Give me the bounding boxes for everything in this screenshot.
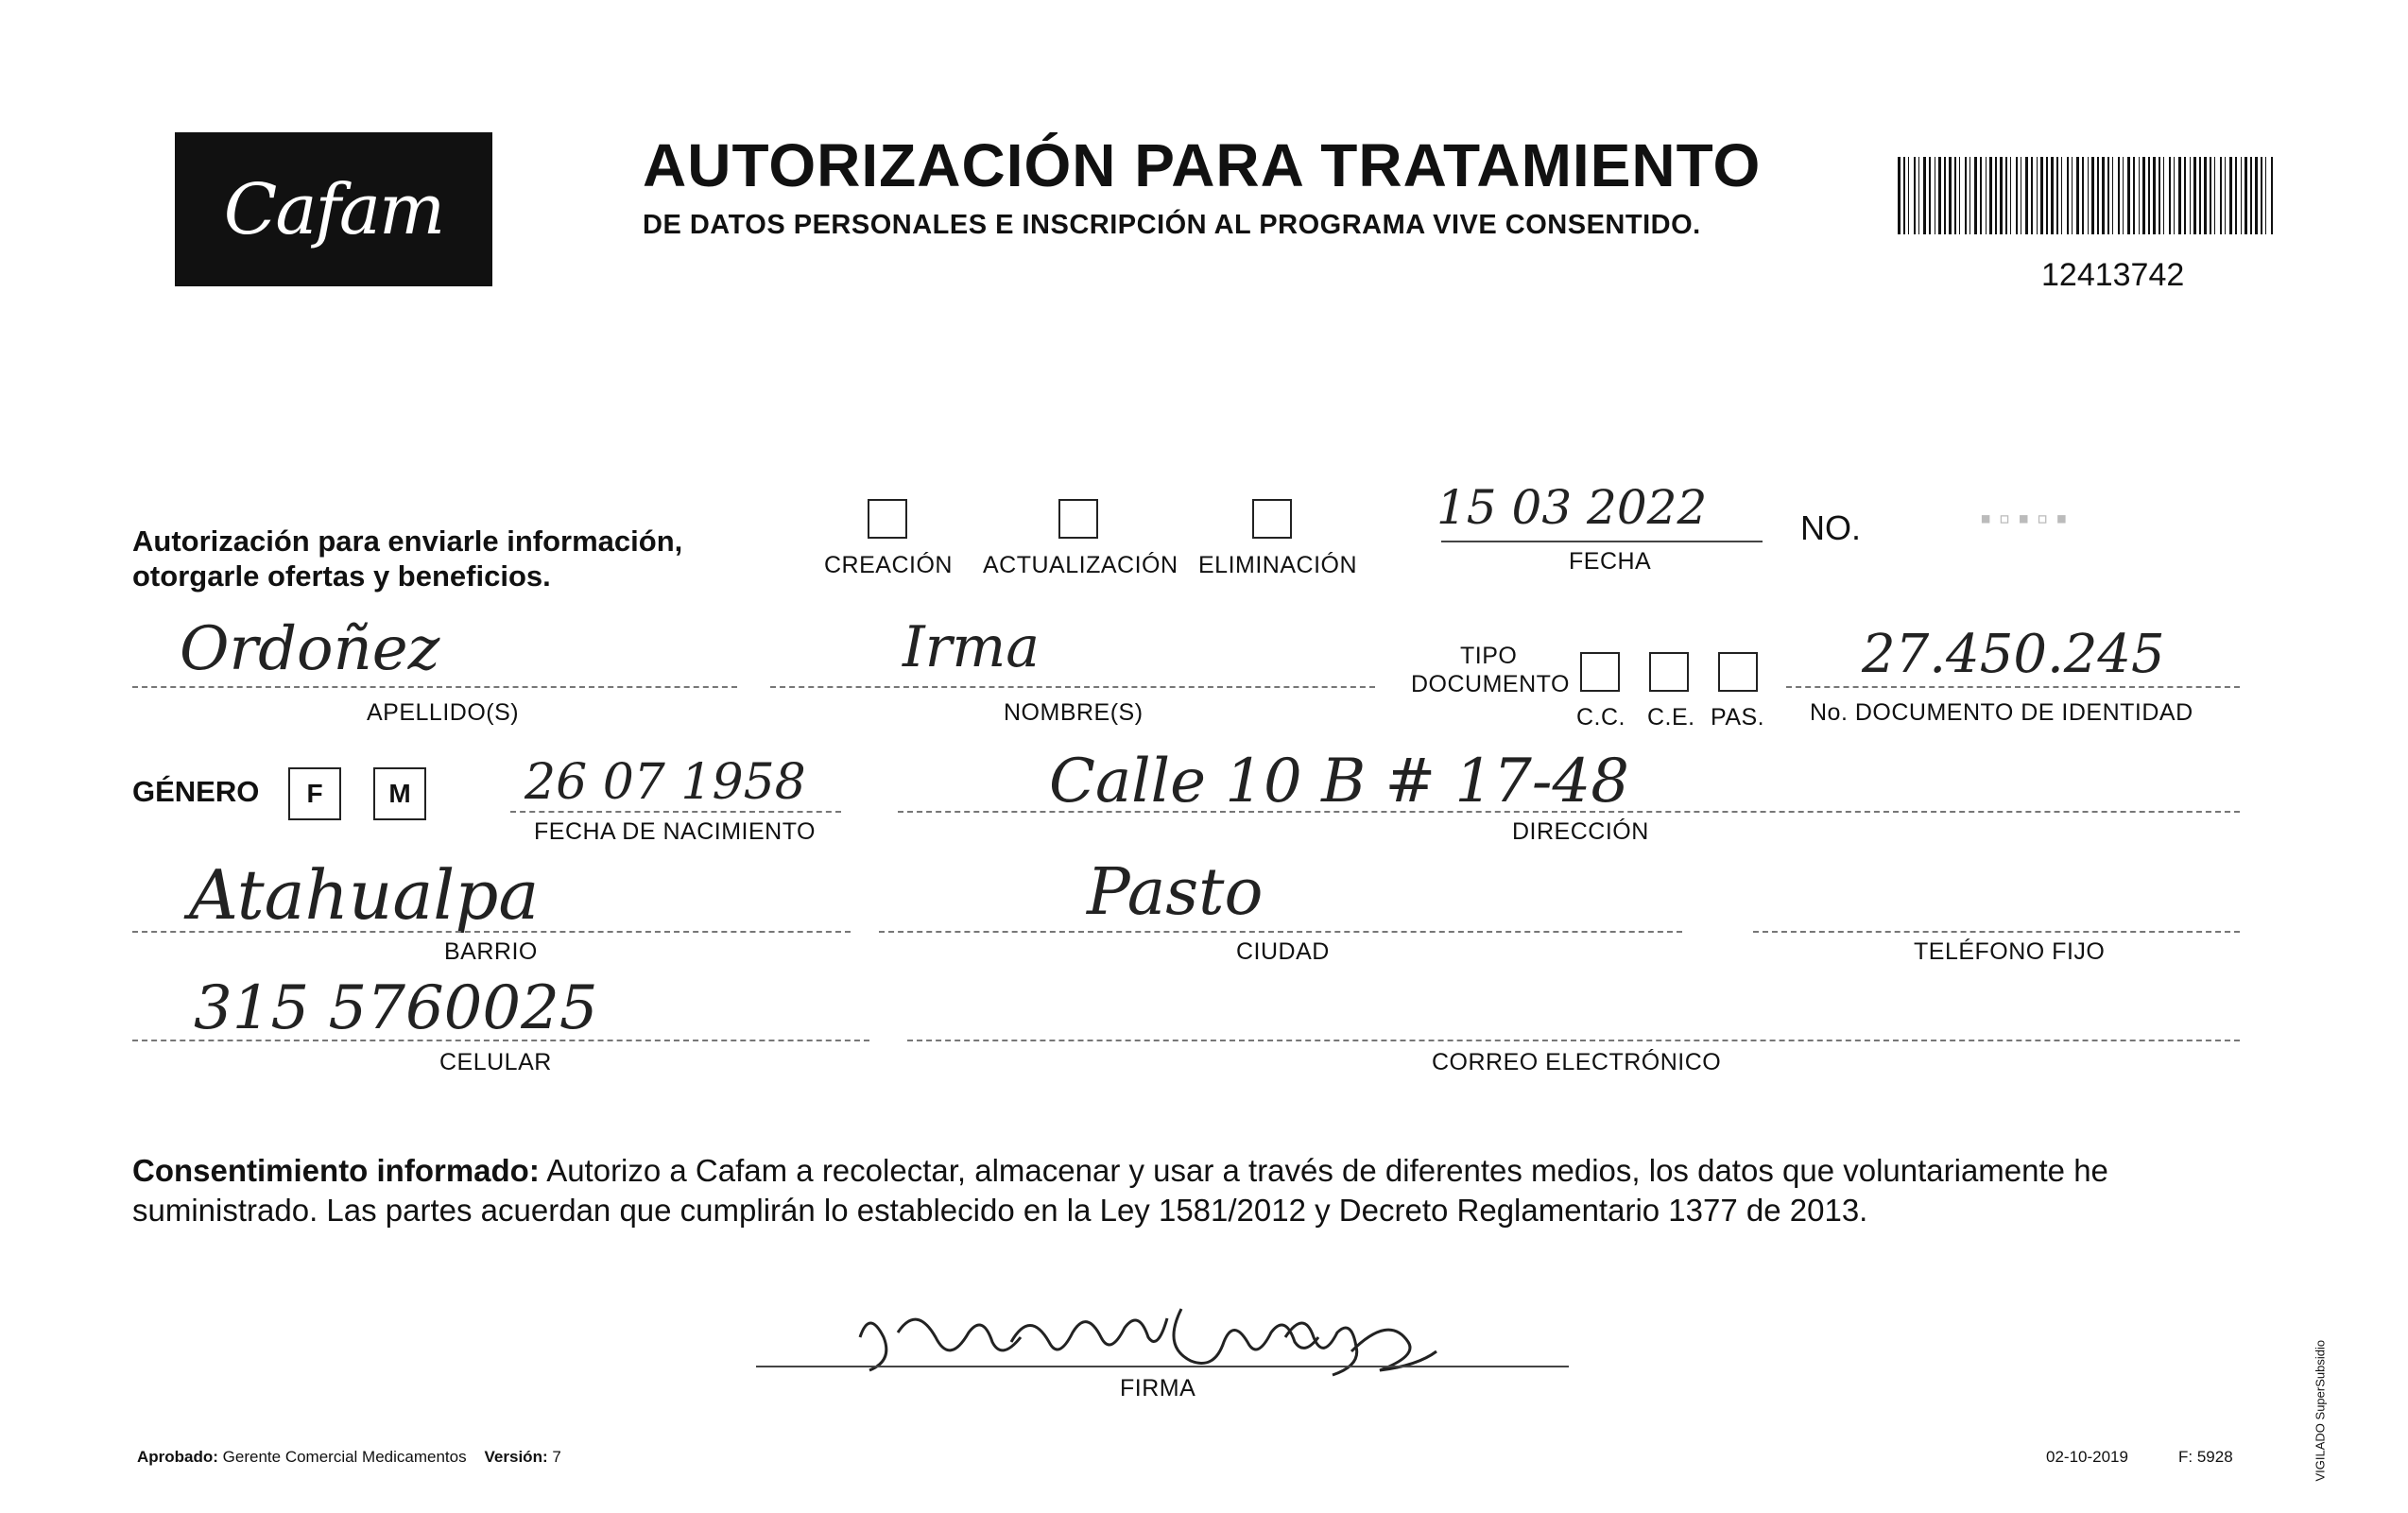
barcode-bar bbox=[2225, 157, 2226, 234]
barcode-bar bbox=[2056, 157, 2058, 234]
barcode-bar bbox=[2245, 157, 2247, 234]
document-subtitle: DE DATOS PERSONALES E INSCRIPCIÓN AL PROGRAMA VIVE CONSENTIDO. bbox=[643, 210, 1701, 240]
barcode-bar bbox=[2229, 157, 2232, 234]
barcode-bar bbox=[1954, 157, 1956, 234]
barcode-bar bbox=[2193, 157, 2196, 234]
barcode-number: 12413742 bbox=[2041, 257, 2185, 293]
correo-label: CORREO ELECTRÓNICO bbox=[1432, 1049, 1722, 1075]
ce-label: C.E. bbox=[1647, 704, 1695, 731]
apellidos-label: APELLIDO(S) bbox=[367, 699, 520, 726]
barcode-bar bbox=[2118, 157, 2120, 234]
creacion-label: CREACIÓN bbox=[824, 552, 953, 578]
barcode-bar bbox=[1918, 157, 1919, 234]
logo-text: Cafam bbox=[223, 168, 444, 250]
barcode-bar bbox=[2046, 157, 2048, 234]
barcode-bar bbox=[2159, 157, 2160, 234]
vigilado-text: VIGILADO SuperSubsidio bbox=[2313, 1339, 2328, 1482]
genero-f-label: F bbox=[306, 779, 323, 808]
barcode-bar bbox=[2142, 157, 2145, 234]
genero-m-label: M bbox=[388, 779, 411, 808]
barcode-bar bbox=[2139, 157, 2140, 234]
nombres-label: NOMBRE(S) bbox=[1004, 699, 1144, 726]
barcode-bar bbox=[2091, 157, 2094, 234]
genero-label: GÉNERO bbox=[132, 775, 260, 808]
genero-f-checkbox[interactable] bbox=[288, 767, 341, 820]
barcode-bar bbox=[2061, 157, 2062, 234]
barcode-bar bbox=[2261, 157, 2262, 234]
barcode-bar bbox=[2097, 157, 2099, 234]
documento-value[interactable]: 27.450.245 bbox=[1862, 624, 2165, 685]
apellidos-value[interactable]: Ordoñez bbox=[180, 614, 440, 684]
tipo-documento-label-1: TIPO bbox=[1460, 643, 1518, 669]
barcode bbox=[1898, 157, 2279, 234]
tipo-documento-label-2: DOCUMENTO bbox=[1411, 671, 1570, 697]
cafam-logo bbox=[175, 132, 492, 286]
barcode-bar bbox=[1969, 157, 1970, 234]
barcode-bar bbox=[2102, 157, 2105, 234]
barcode-bar bbox=[1938, 157, 1941, 234]
barcode-bar bbox=[2214, 157, 2215, 234]
barcode-bar bbox=[1923, 157, 1926, 234]
footer-approval bbox=[137, 1448, 561, 1467]
version-value: 7 bbox=[552, 1448, 561, 1466]
barcode-bar bbox=[2127, 157, 2130, 234]
barcode-bar bbox=[2163, 157, 2164, 234]
barcode-bar bbox=[1965, 157, 1967, 234]
celular-label: CELULAR bbox=[439, 1049, 552, 1075]
barcode-bar bbox=[2010, 157, 2011, 234]
barcode-bar bbox=[2133, 157, 2135, 234]
barcode-bar bbox=[1974, 157, 1977, 234]
direccion-label: DIRECCIÓN bbox=[1512, 818, 1649, 845]
fecha-value[interactable]: 15 03 2022 bbox=[1436, 480, 1708, 535]
celular-value[interactable]: 315 5760025 bbox=[194, 973, 598, 1043]
eliminacion-label: ELIMINACIÓN bbox=[1198, 552, 1358, 578]
barcode-bar bbox=[2067, 157, 2069, 234]
barcode-bar bbox=[2076, 157, 2079, 234]
barcode-bar bbox=[1898, 157, 1901, 234]
barcode-bar bbox=[1914, 157, 1916, 234]
ce-checkbox[interactable] bbox=[1649, 652, 1689, 692]
barcode-bar bbox=[2265, 157, 2266, 234]
signature-image bbox=[841, 1281, 1578, 1403]
nacimiento-label: FECHA DE NACIMIENTO bbox=[534, 818, 816, 845]
footer-date: 02-10-2019 bbox=[2046, 1448, 2128, 1466]
barcode-bar bbox=[1980, 157, 1982, 234]
consent-text: Autorizo a Cafam a recolectar, almacenar y usar a través de diferentes medios, los datos que voluntariamente he suministrado. Las partes acuerdan que cumplirán lo establecido en la Ley 1581/2012 y Decreto Reglamentario 1377 de 2013. bbox=[132, 1153, 2108, 1228]
barcode-bar bbox=[1944, 157, 1946, 234]
aprobado-label: Aprobado: bbox=[137, 1448, 218, 1466]
vigilado-stamp bbox=[2306, 1276, 2334, 1493]
barcode-bar bbox=[2072, 157, 2073, 234]
barcode-bar bbox=[2088, 157, 2089, 234]
barcode-bar bbox=[2184, 157, 2186, 234]
authorization-line-1: Autorización para enviarle información, bbox=[132, 524, 683, 558]
cc-label: C.C. bbox=[1576, 704, 1625, 731]
barcode-bar bbox=[2169, 157, 2171, 234]
direccion-value[interactable]: Calle 10 B # 17-48 bbox=[1049, 747, 1629, 817]
barcode-bar bbox=[2082, 157, 2084, 234]
barcode-bar bbox=[2271, 157, 2273, 234]
eliminacion-checkbox[interactable] bbox=[1252, 499, 1292, 539]
no-label: NO. bbox=[1800, 508, 1862, 547]
barcode-bar bbox=[2174, 157, 2175, 234]
consent-paragraph bbox=[132, 1151, 2230, 1230]
barcode-bar bbox=[2005, 157, 2007, 234]
barcode-bar bbox=[1989, 157, 1992, 234]
barcode-bar bbox=[2051, 157, 2054, 234]
barcode-bar bbox=[2112, 157, 2113, 234]
barcode-bar bbox=[2241, 157, 2242, 234]
document-title: AUTORIZACIÓN PARA TRATAMIENTO bbox=[643, 131, 1762, 199]
barcode-bar bbox=[2178, 157, 2181, 234]
barcode-bar bbox=[2199, 157, 2201, 234]
pas-label: PAS. bbox=[1711, 704, 1765, 731]
barcode-bar bbox=[2037, 157, 2038, 234]
ciudad-label: CIUDAD bbox=[1236, 938, 1330, 965]
barcode-bar bbox=[1908, 157, 1909, 234]
barcode-bar bbox=[2148, 157, 2150, 234]
barcode-bar bbox=[2016, 157, 2018, 234]
barcode-bar bbox=[2210, 157, 2211, 234]
barcode-bar bbox=[2220, 157, 2222, 234]
barcode-bar bbox=[2123, 157, 2124, 234]
cc-checkbox[interactable] bbox=[1580, 652, 1620, 692]
barrio-label: BARRIO bbox=[444, 938, 538, 965]
barcode-bar bbox=[2190, 157, 2191, 234]
barcode-bar bbox=[1986, 157, 1987, 234]
actualizacion-checkbox[interactable] bbox=[1058, 499, 1098, 539]
pas-checkbox[interactable] bbox=[1718, 652, 1758, 692]
aprobado-value: Gerente Comercial Medicamentos bbox=[222, 1448, 467, 1466]
barcode-bar bbox=[2235, 157, 2237, 234]
barcode-bar bbox=[2031, 157, 2033, 234]
barcode-bar bbox=[2040, 157, 2043, 234]
nacimiento-value[interactable]: 26 07 1958 bbox=[525, 754, 806, 811]
barcode-bar bbox=[2153, 157, 2156, 234]
ciudad-value[interactable]: Pasto bbox=[1087, 855, 1264, 930]
barrio-value[interactable]: Atahualpa bbox=[189, 855, 540, 935]
telefono-label: TELÉFONO FIJO bbox=[1914, 938, 2106, 965]
barcode-bar bbox=[1949, 157, 1952, 234]
barcode-bar bbox=[2000, 157, 2003, 234]
barcode-bar bbox=[1995, 157, 1997, 234]
documento-label: No. DOCUMENTO DE IDENTIDAD bbox=[1810, 699, 2193, 726]
form-number-stamp: ▪︎▫︎▪︎▫︎▪︎ bbox=[1980, 501, 2075, 537]
authorization-line-2: otorgarle ofertas y beneficios. bbox=[132, 559, 551, 593]
nombres-value[interactable]: Irma bbox=[903, 614, 1041, 680]
barcode-bar bbox=[2025, 157, 2028, 234]
fecha-label: FECHA bbox=[1569, 548, 1652, 575]
actualizacion-label: ACTUALIZACIÓN bbox=[983, 552, 1178, 578]
barcode-bar bbox=[1929, 157, 1931, 234]
barcode-bar bbox=[2107, 157, 2109, 234]
firma-label: FIRMA bbox=[1120, 1375, 1196, 1401]
genero-m-checkbox[interactable] bbox=[373, 767, 426, 820]
footer-form-code: F: 5928 bbox=[2178, 1448, 2233, 1466]
consent-heading: Consentimiento informado: bbox=[132, 1153, 540, 1188]
barcode-bar bbox=[1959, 157, 1960, 234]
barcode-bar bbox=[2255, 157, 2258, 234]
creacion-checkbox[interactable] bbox=[868, 499, 907, 539]
version-label: Versión: bbox=[484, 1448, 548, 1466]
barcode-bar bbox=[2250, 157, 2252, 234]
barcode-bar bbox=[2204, 157, 2207, 234]
barcode-bar bbox=[1903, 157, 1905, 234]
